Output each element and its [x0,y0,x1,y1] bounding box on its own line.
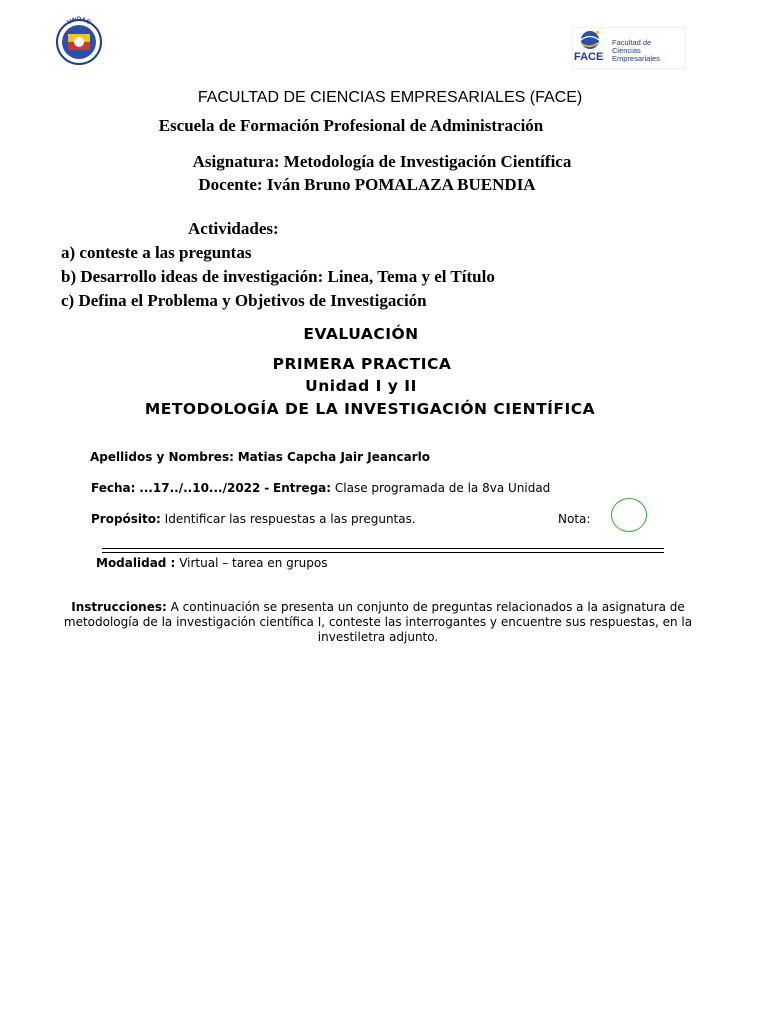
activities-heading: Actividades: [188,219,279,238]
mode-label: Modalidad : [96,556,176,570]
school-title: Escuela de Formación Profesional de Administración [158,116,544,135]
face-logo-text: Facultad de Ciencias Empresariales [612,38,660,63]
date-row [91,481,550,495]
undac-logo [48,16,110,66]
activity-item-c: c) Defina el Problema y Objetivos de Investigación [61,291,427,310]
instructions-label: Instrucciones: [71,600,167,614]
undac-seal-icon [48,16,110,66]
student-name-row [90,450,430,464]
course-title: METODOLOGÍA DE LA INVESTIGACIÓN CIENTÍFICA [144,400,596,418]
instructions-paragraph [62,600,694,645]
delivery-value: Clase programada de la 8va Unidad [334,481,551,495]
evaluation-title: EVALUACIÓN [303,325,419,343]
date-label: Fecha: [91,481,136,495]
teacher-line: Docente: Iván Bruno POMALAZA BUENDIA [198,175,536,194]
face-logo [572,27,686,69]
subject-line: Asignatura: Metodología de Investigación Científica [192,152,572,171]
grade-circle [611,498,647,532]
purpose-row [91,512,416,526]
logo-lettering: UNDAC [66,17,92,26]
instructions-text: A continuación se presenta un conjunto de preguntas relacionados a la asignatura de metodología de la investigación científica I, conteste las interrogantes y encuentre sus respuestas, en la investiletra adjunto. [63,600,693,644]
activity-item-b: b) Desarrollo ideas de investigación: Linea, Tema y el Título [61,267,495,286]
name-value: Matias Capcha Jair Jeancarlo [237,450,430,464]
unit-title: Unidad I y II [305,377,417,395]
divider-line-secondary [102,552,664,553]
faculty-title: FACULTAD DE CIENCIAS EMPRESARIALES (FACE) [197,89,583,106]
face-acronym: FACE [574,51,604,63]
dash-separator: - [264,481,270,495]
divider-line [102,548,664,549]
purpose-label: Propósito: [91,512,161,526]
name-label: Apellidos y Nombres: [90,450,234,464]
practice-title: PRIMERA PRACTICA [272,355,452,373]
activity-item-a: a) conteste a las preguntas [61,243,252,262]
mode-row [96,556,327,570]
delivery-label: Entrega: [273,481,332,495]
mode-value: Virtual – tarea en grupos [179,556,328,570]
grade-label: Nota: [558,512,591,526]
purpose-value: Identificar las respuestas a las preguntas. [164,512,416,526]
date-value: ...17../..10.../2022 [139,481,261,495]
